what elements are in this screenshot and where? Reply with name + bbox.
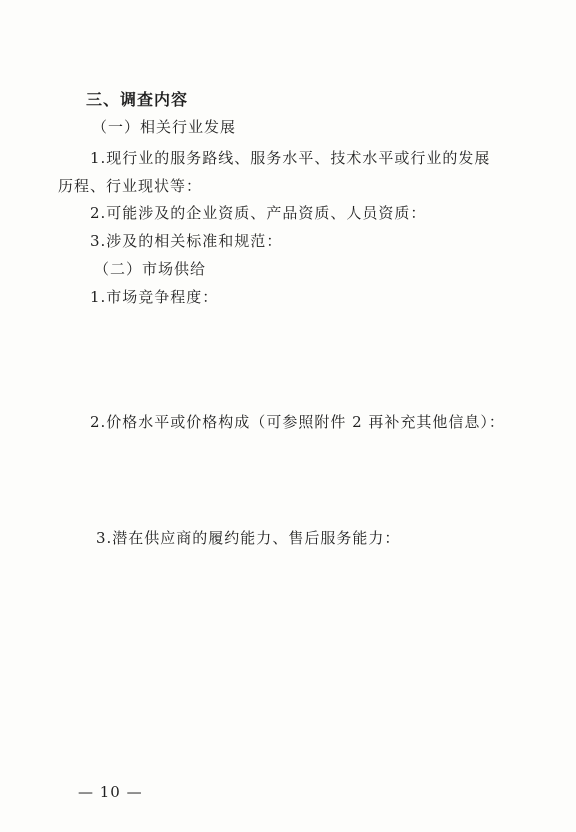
subsection-2-item-2: 2.价格水平或价格构成（可参照附件 2 再补充其他信息）： (90, 413, 505, 431)
subsection-2-item-1: 1.市场竞争程度： (90, 288, 219, 306)
subsection-1-item-3: 3.涉及的相关标准和规范： (90, 232, 283, 250)
subsection-2-title: （二）市场供给 (94, 260, 207, 278)
subsection-1-item-2: 2.可能涉及的企业资质、产品资质、人员资质： (90, 204, 427, 222)
section-heading: 三、调查内容 (86, 90, 189, 109)
subsection-1-item-1-line2: 历程、行业现状等： (58, 177, 203, 195)
page-number: — 10 — (78, 783, 143, 801)
subsection-1-title: （一）相关行业发展 (92, 118, 237, 136)
subsection-2-item-3: 3.潜在供应商的履约能力、售后服务能力： (96, 529, 401, 547)
subsection-1-item-1-line1: 1.现行业的服务路线、服务水平、技术水平或行业的发展 (90, 149, 491, 167)
